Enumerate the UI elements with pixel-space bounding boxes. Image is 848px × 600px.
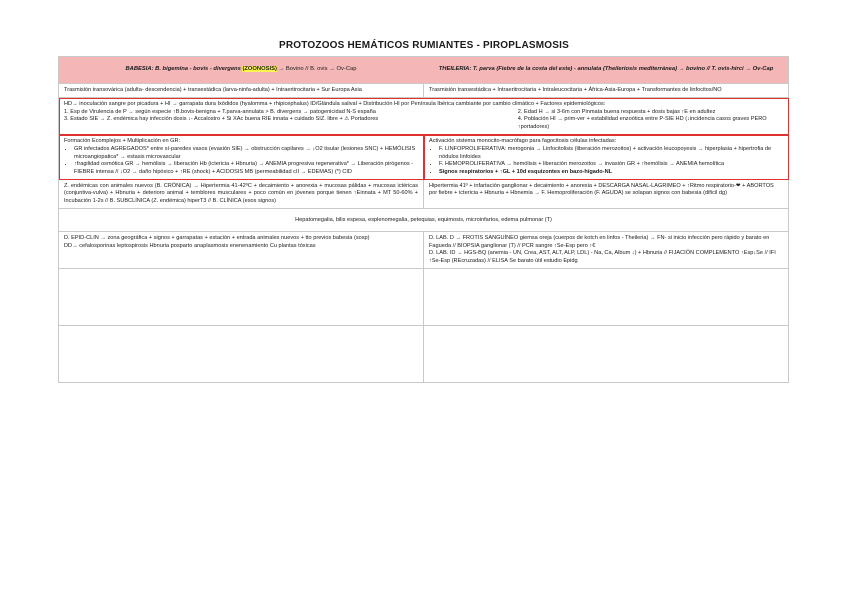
babesia-header: BABESIA: B. bigemina - bovis - divergens (ZOONOSIS) → Bovino // B. ovis → Ov-Cap — [59, 57, 424, 84]
zoonosis-highlight: (ZOONOSIS) — [242, 66, 277, 73]
theileria-clinical: Hipertermia 41º + infartación ganglionar + decaimiento + anorexia + DESCARGA NASAL-LAGRIMEO + ↑Ritmo respiratorio-❤ + ABORTOS por fiebre + ictericia + Hbnuria + Hbnemia → F. Hemoproliferación (F. AGUDA) se solapan signos con babesia (dificil dg) — [424, 180, 789, 209]
list-item: • ↑fragilidad osmótica GR → hemólisis → liberación Hb (ictericia + Hbnuria) → ANEMIA progresiva regenerativa* → Liberación pirógenos - FIEBRE intensa // ↓O2 → daño hipóxico + ↑RE (shock) + ACIDOSIS MB (permeabilidad cII → EDEMAS) (*) CID — [74, 161, 418, 176]
clinical-row — [59, 180, 789, 209]
list-item: • F. LINFOPROLIFERATIVA: merogonia → Linfocitolisis (liberación merozoitos) + activación leucopoyesis → hiperplasia + hipertrofia de nódulos linfoides — [439, 146, 783, 161]
babesia-diagnosis: D. EPID-CLIN → zona geográfica + signos + garrapatas + estación + entrada animales nuevos + tto previos babesia (sosp) DD→ cefalosporinas leptospirosis Hbnuria posparto anaplasmosis enenenamiento Cu plantas tóxicas — [59, 232, 424, 269]
babesia-pathogenesis: Formación Ecomplejos + Multiplicación en GR: • GR infectados AGREGADOS* entre sí-paredes vasos (evasión SIE) → obstrucción capilares → ↓O2 tisular (lesiones SNC) + HEMÓLISIS microangiopatica* → estasis microvascular • ↑fragilidad osmótica GR → hemólisis → liberación Hb (ictericia + Hbnuria) → ANEMIA progresiva regenerativa* → Liberación pirógenos - FIEBRE intensa // ↓O2 → daño hipóxico + ↑RE (shock) + ACIDOSIS MB (permeabilidad cII → EDEMAS) (*) CID — [59, 135, 424, 180]
theileria-transmission: Trasmisión transestádica + Intraeritrocitaria + Intraleucocitaria + África-Asia-Europa + Transformantes de linfocitos/NO — [424, 84, 789, 98]
page-title: PROTOZOOS HEMÁTICOS RUMIANTES - PIROPLASMOSIS — [279, 40, 569, 51]
transmission-row — [59, 84, 789, 98]
empty-cell — [59, 268, 424, 325]
empty-row — [59, 268, 789, 325]
empty-cell — [59, 325, 424, 382]
list-item: • GR infectados AGREGADOS* entre sí-paredes vasos (evasión SIE) → obstrucción capilares → ↓O2 tisular (lesiones SNC) + HEMÓLISIS microangiopatica* → estasis microvascular — [74, 146, 418, 161]
theileria-header: THEILERIA: T. parva (Fiebre de la costa del este) - annulata (Theileriosis mediterránea) → bovino // T. ovis-hirci → Ov-Cap — [424, 57, 789, 84]
theileria-diagnosis: D. LAB. D → FROTIS SANGUÍNEO giemsa oreja (cuerpos de kotch en linfos - Theileria) → FN- si inicio infección pero rápido y barato en Fagueda // BIOPSIA ganglionar (T) // PCR sangre ↑Se-Esp pero ↑€ D. LAB. ID → HGS-BQ (anemia - UN, Crea, AST, ALT, ALP, LDL) - Na, Ca, Album ↓) + Hbnuria // FIJACIÓN COMPLEMENTO ↑Esp↓Se // IFI ↑Se-Esp (REcruzadas) // ELISA Se barato útil estudio Epidg — [424, 232, 789, 269]
empty-cell — [424, 268, 789, 325]
babesia-clinical: Z. endémicas con animales nuevos (B. CRÓNICA) → Hipertermia 41-42ºC + decaimiento + anorexia + mucosas pálidas + mucosas ictéricas (conjuntiva-vulva) + Hbnuria + deterioro animal + temblores musculares + poco común en jóvenes porque tienen ↑Einnata + MT 50-60% + Incubación 1-2s // B. SUBCLÍNICA (Z. endémica) hiperT3 // B. CLÍNICA (esos signos) — [59, 180, 424, 209]
lesions-cell: Hepatomegalia, bilis espesa, esplenomegalia, petequias, equimosis, microinfartos, edema pulmonar (T) — [59, 209, 789, 232]
list-item: • F. HEMOPROLIFERATIVA → hemólisis + liberación merozoitos → invasión GR + ↑hemólisis → ANEMIA hemolítica — [439, 161, 783, 168]
empty-cell — [424, 325, 789, 382]
pathogenesis-row — [59, 135, 789, 180]
diagnosis-row — [59, 232, 789, 269]
babesia-transmission: Trasmisión transovárica (adulta- descendencia) + transestádica (larva-ninfa-adulta) + Intraeritrocitaria + Sur Europa Asia — [59, 84, 424, 98]
list-item: • Signos respiratorios + ↑GL + 10d esquizontes en bazo-hígado-NL — [439, 169, 783, 176]
header-row — [59, 57, 789, 84]
epidemiology-cell: HD→ inoculación sangre por picadura + HI → garrapata dura Ixódidos (hyalomma + rhipicephalus) ID/Glándula salival + Distribución HI por Península Ibérica cambiante por cambio climático + Factores epidemiológicos: 1. Esp de Virulencia de P → según especie ↑B.bovis-benigna + T.parva-annulata > B. divergens → patogenicidad N-S españa 2. Edad H → si 3-6m con Pinmata buena respuesta + dosis bajas ↑E en adultez 3. Estado SIE → Z. endémica hay infección dosis ↓- Accalostro + Si XAc buena RIE innata + cuidado SIZ. libre + ⚠ Portadores 4. Población HI → prim-ver + estabilidad enzoótica entre P-SIE HD (↓incidencia casos graves PERO ↑portadores) — [59, 98, 789, 135]
lesions-row — [59, 209, 789, 232]
piroplasmosis-table — [58, 56, 789, 383]
epidemiology-row — [59, 98, 789, 135]
theileria-pathogenesis: Activación sistema monocito-macrófago para fagocitosis células infectadas: • F. LINFOPROLIFERATIVA: merogonia → Linfocitolisis (liberación merozoitos) + activación leucopoyesis → hiperplasia + hipertrofia de nódulos linfoides • F. HEMOPROLIFERATIVA → hemólisis + liberación merozoitos → invasión GR + ↑hemólisis → ANEMIA hemolítica • Signos respiratorios + ↑GL + 10d esquizontes en bazo-hígado-NL — [424, 135, 789, 180]
empty-row — [59, 325, 789, 382]
